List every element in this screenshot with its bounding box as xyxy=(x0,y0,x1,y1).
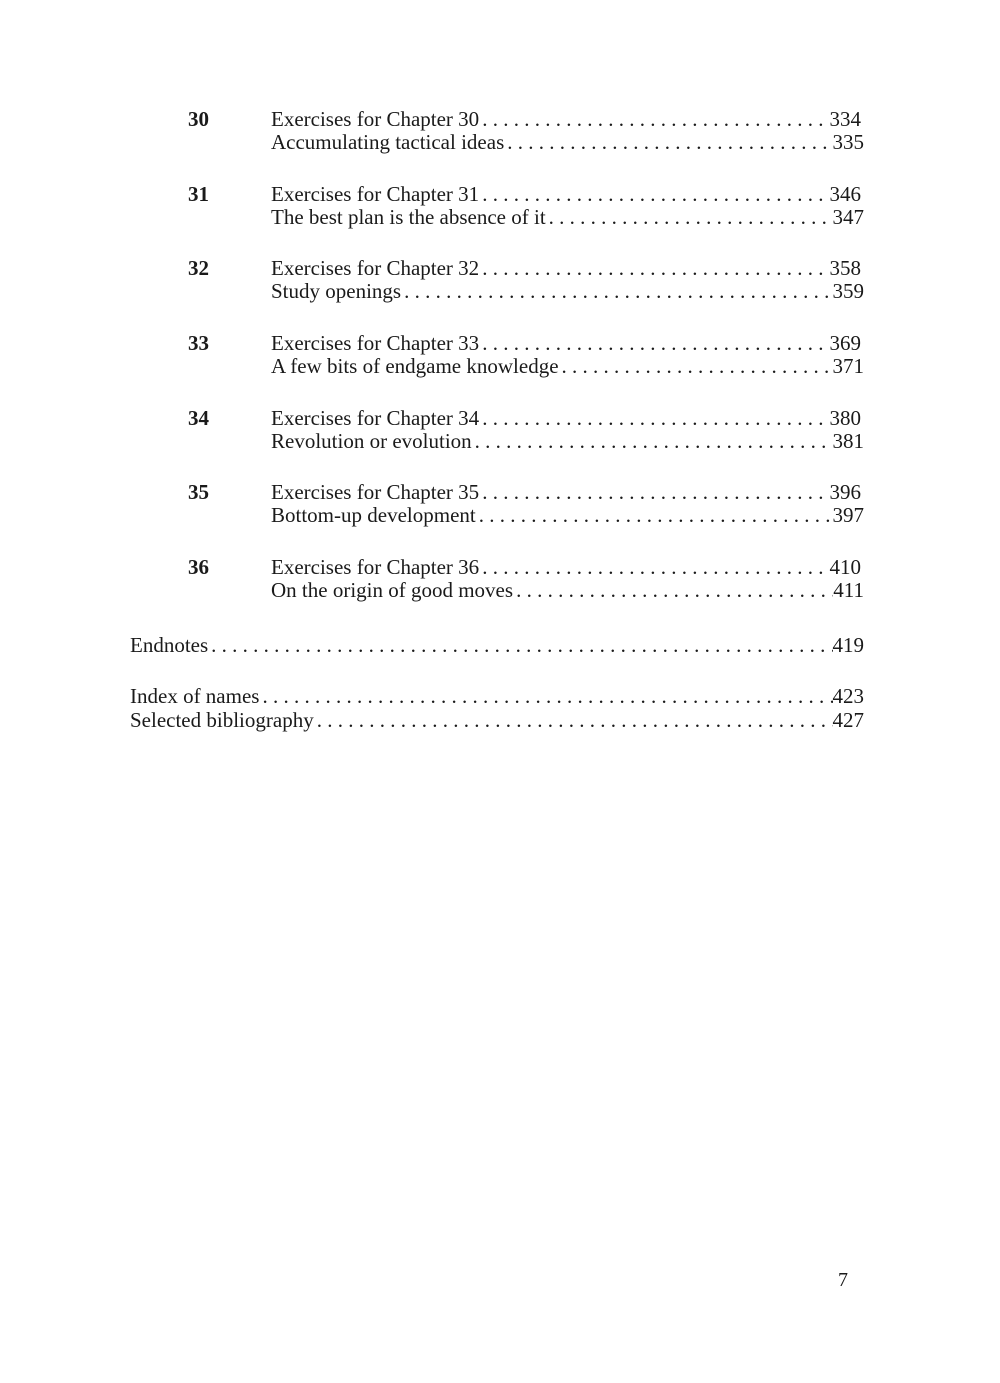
dot-leader xyxy=(476,504,833,527)
toc-entry-section[interactable] xyxy=(271,430,864,453)
toc-entry-index-of-names[interactable] xyxy=(130,684,864,708)
toc-entry-exercises[interactable] xyxy=(271,183,864,206)
toc-entry-exercises[interactable] xyxy=(271,481,864,504)
entry-page: 369 xyxy=(829,331,861,356)
entry-title: On the origin of good moves xyxy=(271,578,514,603)
entry-title: Selected bibliography xyxy=(130,707,314,732)
entry-page: 335 xyxy=(832,130,864,154)
dot-leader xyxy=(479,556,829,579)
chapter-number: 34 xyxy=(188,405,209,430)
toc-back-matter xyxy=(130,684,864,732)
chapter-entries xyxy=(271,556,864,602)
dot-leader xyxy=(504,131,832,154)
toc-chapter-35 xyxy=(130,481,865,556)
entry-page: 397 xyxy=(832,503,864,528)
entry-title: Bottom-up development xyxy=(271,503,476,528)
entry-title: Exercises for Chapter 32 xyxy=(271,256,480,281)
dot-leader xyxy=(479,257,829,280)
dot-leader xyxy=(479,332,829,355)
entry-title: Exercises for Chapter 35 xyxy=(271,480,480,505)
entry-title: Exercises for Chapter 30 xyxy=(271,107,480,131)
chapter-number: 35 xyxy=(188,480,209,505)
entry-title: Exercises for Chapter 33 xyxy=(271,331,480,356)
chapter-entries xyxy=(271,183,864,229)
entry-title: Exercises for Chapter 31 xyxy=(271,181,480,206)
toc-entry-exercises[interactable] xyxy=(271,257,864,280)
dot-leader xyxy=(472,430,833,453)
toc-entry-endnotes[interactable] xyxy=(130,634,864,657)
entry-title: Revolution or evolution xyxy=(271,428,472,453)
toc-entry-bibliography[interactable] xyxy=(130,708,864,732)
toc-entry-section[interactable] xyxy=(271,206,864,229)
chapter-entries xyxy=(271,108,864,154)
toc-entry-section[interactable] xyxy=(271,504,864,527)
toc-entry-exercises[interactable] xyxy=(271,108,864,131)
entry-page: 371 xyxy=(832,354,864,379)
entry-title: Exercises for Chapter 36 xyxy=(271,555,480,580)
entry-title: A few bits of endgame knowledge xyxy=(271,354,559,379)
dot-leader xyxy=(513,579,833,602)
entry-page: 380 xyxy=(829,405,861,430)
toc-chapter-30 xyxy=(130,108,865,183)
dot-leader xyxy=(559,355,833,378)
toc-entry-section[interactable] xyxy=(271,355,864,378)
entry-title: Accumulating tactical ideas xyxy=(271,130,505,154)
toc-chapter-33 xyxy=(130,332,865,407)
entry-page: 423 xyxy=(832,683,864,708)
entry-page: 381 xyxy=(832,428,864,453)
entry-page: 359 xyxy=(832,279,864,304)
toc-endnotes xyxy=(130,634,864,657)
entry-page: 419 xyxy=(832,632,864,657)
dot-leader xyxy=(479,481,829,504)
entry-title: Index of names xyxy=(130,683,260,708)
chapter-number: 36 xyxy=(188,555,209,580)
chapter-entries xyxy=(271,481,864,527)
entry-page: 411 xyxy=(833,578,864,603)
toc-chapter-34 xyxy=(130,407,865,482)
entry-title: Exercises for Chapter 34 xyxy=(271,405,480,430)
entry-title: The best plan is the absence of it xyxy=(271,204,546,229)
chapter-number: 30 xyxy=(188,107,209,131)
entry-page: 396 xyxy=(829,480,861,505)
entry-page: 347 xyxy=(832,204,864,229)
toc-entry-exercises[interactable] xyxy=(271,407,864,430)
entry-page: 334 xyxy=(829,107,861,131)
toc-entry-exercises[interactable] xyxy=(271,556,864,579)
page-number: 7 xyxy=(838,1269,848,1291)
entry-page: 346 xyxy=(829,181,861,206)
entry-page: 410 xyxy=(829,555,861,580)
toc-chapter-32 xyxy=(130,257,865,332)
dot-leader xyxy=(259,684,832,708)
dot-leader xyxy=(479,108,829,131)
entry-title: Study openings xyxy=(271,279,402,304)
dot-leader xyxy=(546,206,833,229)
dot-leader xyxy=(314,708,833,732)
table-of-contents xyxy=(130,108,865,732)
entry-page: 427 xyxy=(832,707,864,732)
dot-leader xyxy=(479,407,829,430)
toc-chapter-36 xyxy=(130,556,865,631)
dot-leader xyxy=(479,183,829,206)
entry-title: Endnotes xyxy=(130,632,209,657)
toc-entry-section[interactable] xyxy=(271,131,864,154)
entry-page: 358 xyxy=(829,256,861,281)
dot-leader xyxy=(208,634,832,657)
toc-chapter-31 xyxy=(130,183,865,258)
chapter-number: 31 xyxy=(188,181,209,206)
chapter-entries xyxy=(271,407,864,453)
chapter-entries xyxy=(271,257,864,303)
chapter-number: 32 xyxy=(188,256,209,281)
chapter-entries xyxy=(271,332,864,378)
dot-leader xyxy=(401,280,832,303)
toc-entry-exercises[interactable] xyxy=(271,332,864,355)
chapter-number: 33 xyxy=(188,331,209,356)
toc-entry-section[interactable] xyxy=(271,579,864,602)
toc-entry-section[interactable] xyxy=(271,280,864,303)
